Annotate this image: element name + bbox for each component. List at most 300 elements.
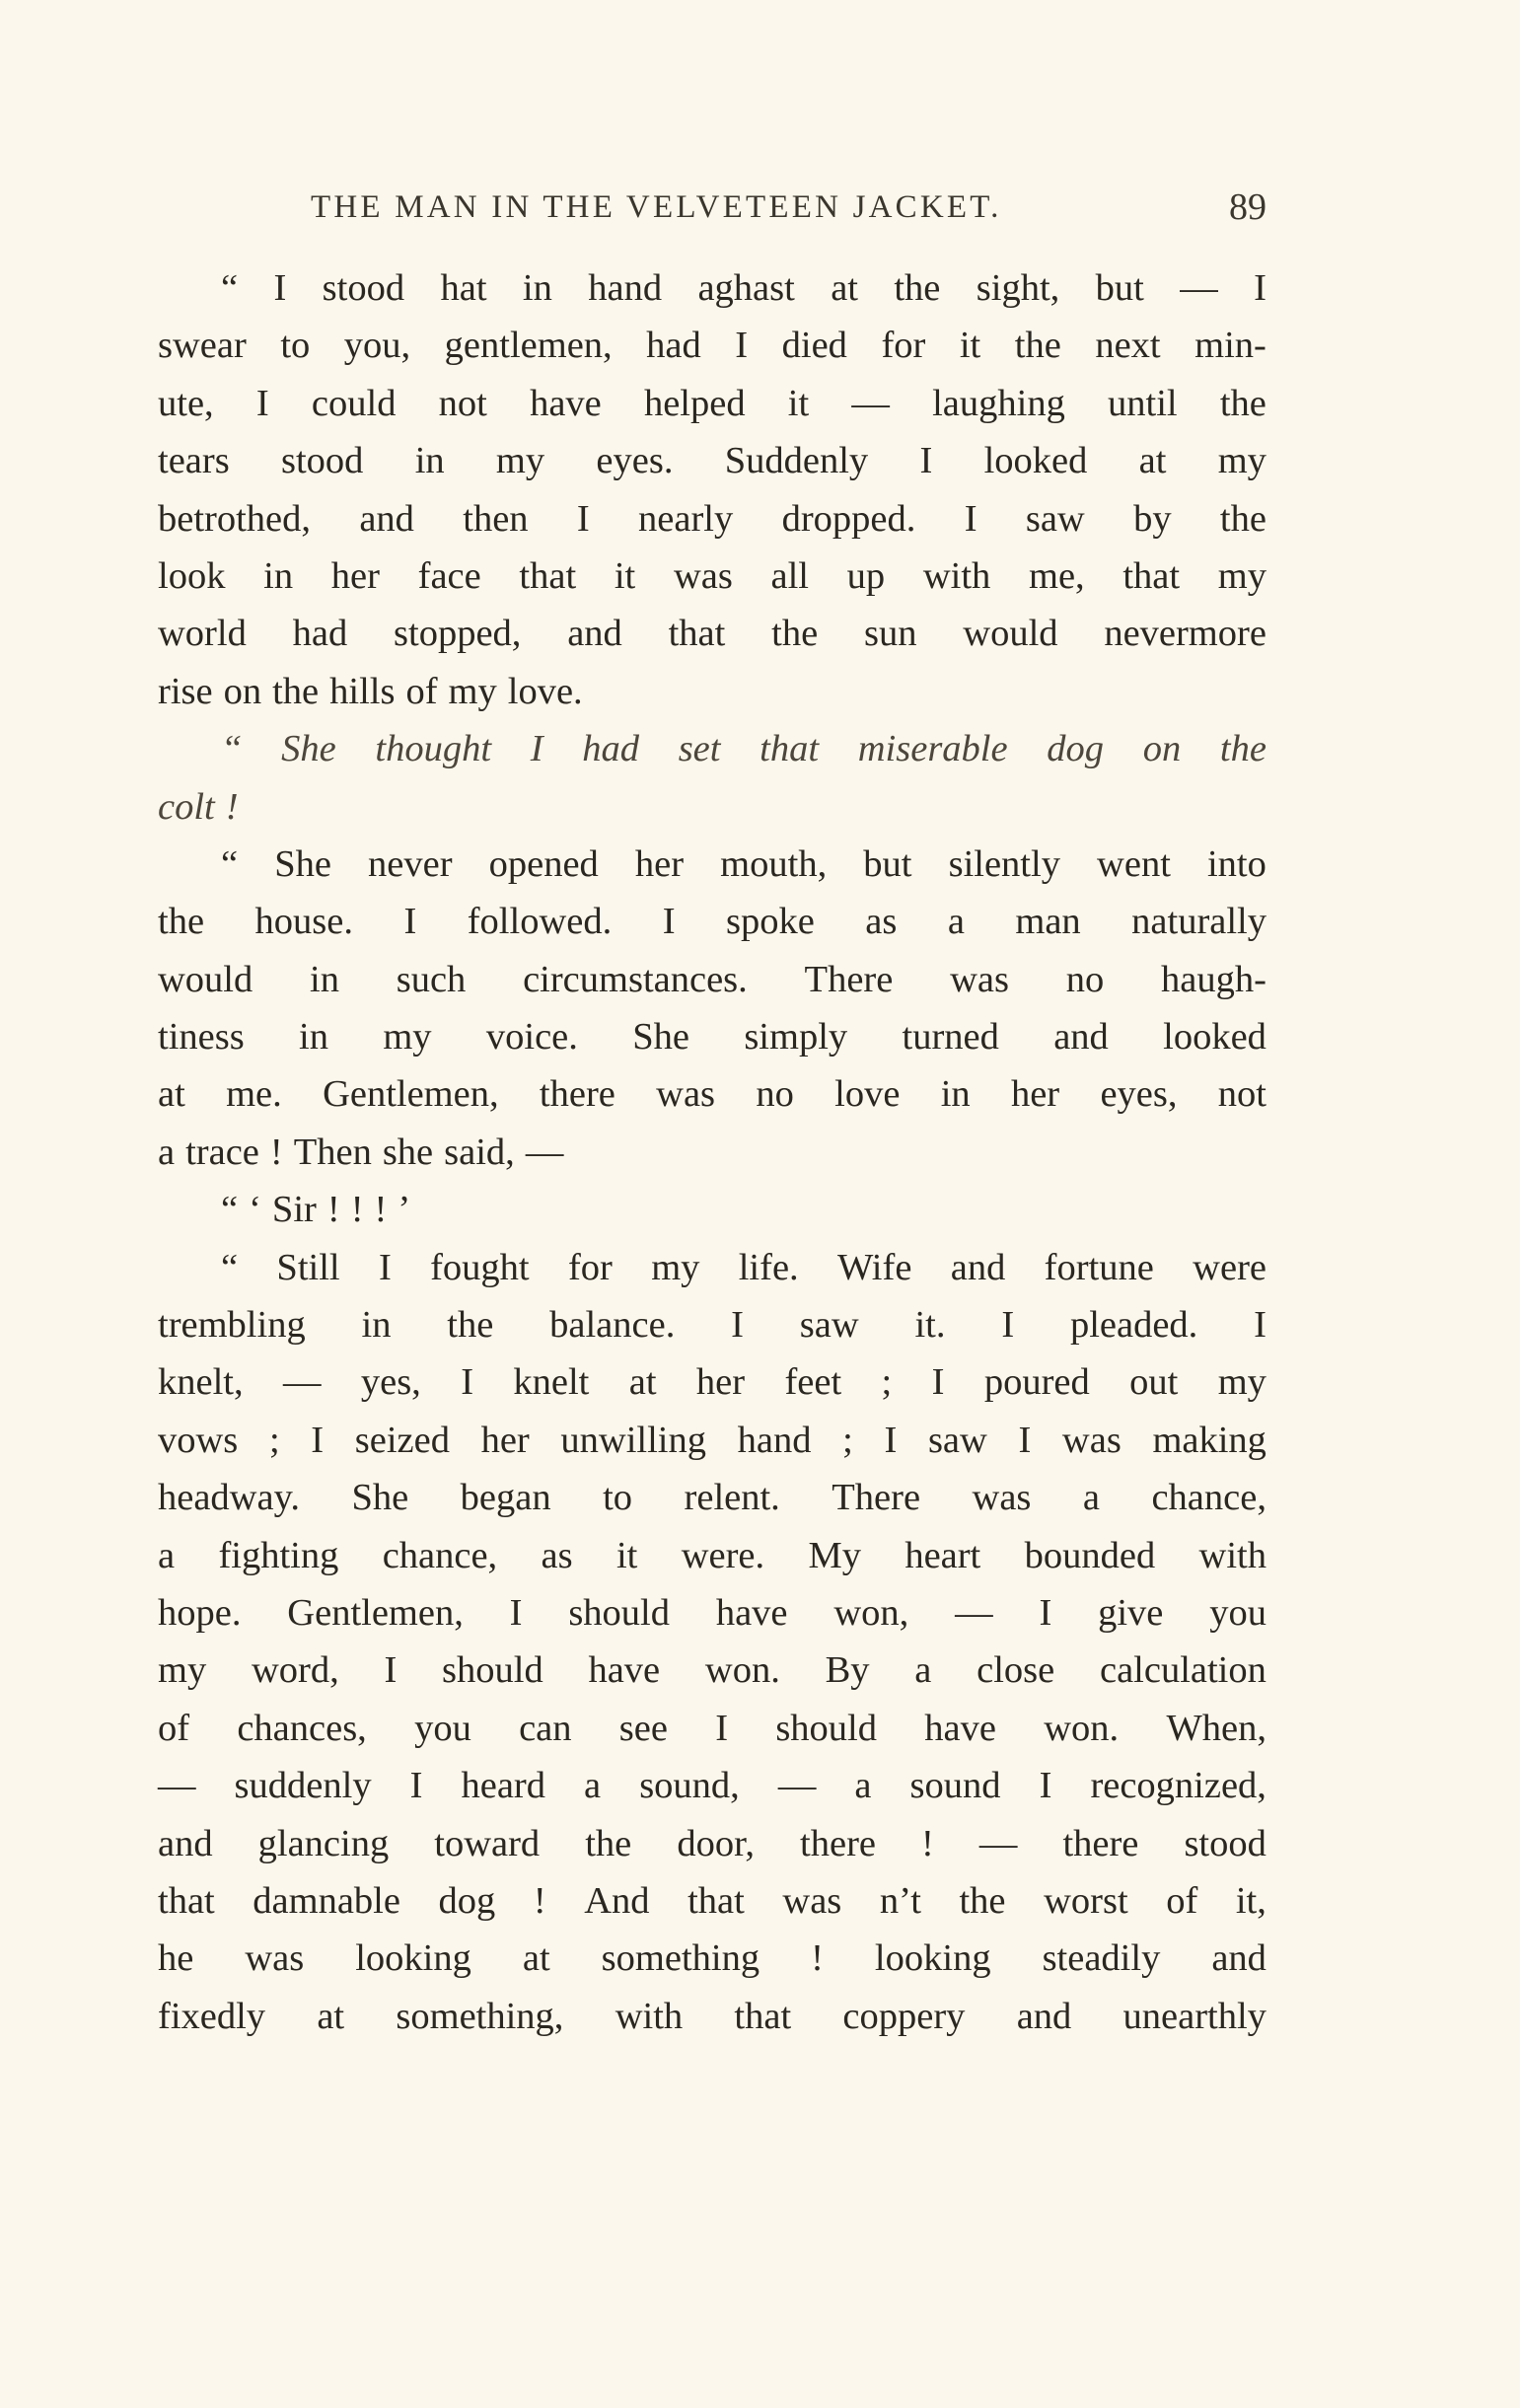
word: at xyxy=(522,1937,550,1980)
word: the xyxy=(585,1822,632,1864)
word: looked xyxy=(1163,1016,1267,1058)
word: saw xyxy=(927,1419,987,1461)
word: have xyxy=(588,1649,661,1692)
word: the xyxy=(272,670,320,712)
word: toward xyxy=(434,1822,541,1864)
word: I xyxy=(1254,267,1267,309)
text-line xyxy=(158,1527,1267,1584)
word: stopped, xyxy=(394,613,522,655)
text-line xyxy=(158,259,1267,317)
word: recognized, xyxy=(1090,1765,1267,1807)
word: said, xyxy=(444,1131,515,1173)
word: could xyxy=(311,382,397,424)
word: had xyxy=(292,613,348,655)
word: headway. xyxy=(158,1477,300,1519)
word: her xyxy=(330,554,380,597)
word: ! xyxy=(374,1189,388,1231)
word: naturally xyxy=(1131,901,1267,943)
word: not xyxy=(1217,1073,1267,1116)
word: at xyxy=(1138,440,1167,482)
word: I xyxy=(1254,1304,1267,1347)
word: — xyxy=(978,1822,1018,1864)
word: worst xyxy=(1044,1879,1128,1922)
word: ! xyxy=(326,1189,340,1231)
word: knelt xyxy=(513,1361,590,1404)
word: When, xyxy=(1166,1707,1267,1749)
word: my xyxy=(495,440,545,482)
word: I xyxy=(919,440,933,482)
word: world xyxy=(158,613,247,655)
word: life. xyxy=(738,1246,799,1288)
word: hills xyxy=(329,670,396,712)
word: can xyxy=(519,1707,572,1749)
word: began xyxy=(460,1477,551,1519)
word: Then xyxy=(293,1131,372,1173)
word: She xyxy=(281,728,336,770)
text-line xyxy=(158,1642,1267,1699)
word: dog xyxy=(1047,728,1105,770)
word: followed. xyxy=(467,901,613,943)
word: her xyxy=(1010,1073,1060,1116)
word: won. xyxy=(704,1649,780,1692)
word: next xyxy=(1095,325,1161,367)
word: out xyxy=(1129,1361,1179,1404)
word: with xyxy=(1198,1534,1267,1576)
word: trembling xyxy=(158,1304,306,1347)
word: tears xyxy=(158,440,230,482)
word: something xyxy=(601,1937,760,1980)
word: I xyxy=(403,901,417,943)
word: vows xyxy=(158,1419,239,1461)
word: you xyxy=(414,1707,471,1749)
text-line xyxy=(158,1353,1267,1411)
word: was xyxy=(245,1937,305,1980)
word: up xyxy=(846,554,886,597)
word: were xyxy=(1193,1246,1267,1288)
word: n’t xyxy=(879,1879,921,1922)
word: My xyxy=(808,1534,861,1576)
word: my xyxy=(651,1246,700,1288)
word: that xyxy=(688,1879,745,1922)
word: but xyxy=(1095,267,1144,309)
word: it xyxy=(787,382,810,424)
word: her xyxy=(634,842,685,885)
word: Gentlemen, xyxy=(287,1591,464,1634)
word: and xyxy=(950,1246,1006,1288)
word: face xyxy=(417,554,481,597)
word: that xyxy=(734,1995,792,2037)
word: saw xyxy=(799,1304,859,1347)
word: gentlemen, xyxy=(444,325,613,367)
word: nevermore xyxy=(1104,613,1267,655)
text-line xyxy=(158,547,1267,605)
word: love xyxy=(834,1073,901,1116)
word: stood xyxy=(1184,1822,1267,1864)
word: on xyxy=(223,670,262,712)
word: I xyxy=(509,1591,523,1634)
word: the xyxy=(1219,382,1267,424)
word: not xyxy=(438,382,487,424)
word: saw xyxy=(1025,497,1085,540)
word: was xyxy=(950,958,1009,1000)
word: helped xyxy=(643,382,746,424)
word: I xyxy=(931,1361,945,1404)
word: unearthly xyxy=(1122,1995,1267,2037)
word: won. xyxy=(1044,1707,1120,1749)
word: it. xyxy=(914,1304,946,1347)
word: to xyxy=(280,325,311,367)
word: that xyxy=(519,554,577,597)
running-head xyxy=(158,183,1267,231)
word: me. xyxy=(226,1073,282,1116)
word: love. xyxy=(507,670,583,712)
word: fortune xyxy=(1044,1246,1154,1288)
word: There xyxy=(804,958,894,1000)
word: I xyxy=(530,728,543,770)
word: house. xyxy=(254,901,353,943)
word: min- xyxy=(1194,325,1267,367)
word: never xyxy=(368,842,453,885)
word: unwilling xyxy=(560,1419,706,1461)
word: I xyxy=(311,1419,325,1461)
text-line xyxy=(158,1584,1267,1642)
text-line xyxy=(158,778,1267,836)
word: a xyxy=(584,1765,602,1807)
word: hat xyxy=(440,267,487,309)
word: looking xyxy=(355,1937,471,1980)
word: it xyxy=(959,325,981,367)
word: chance, xyxy=(382,1534,498,1576)
word: I xyxy=(384,1649,398,1692)
word: glancing xyxy=(257,1822,390,1864)
word: the xyxy=(1219,497,1267,540)
text-line xyxy=(158,1181,1267,1238)
word: but xyxy=(863,842,912,885)
word: ; xyxy=(268,1419,280,1461)
word: her xyxy=(480,1419,530,1461)
word: dog xyxy=(438,1879,496,1922)
word: spoke xyxy=(725,901,815,943)
word: Still xyxy=(276,1246,340,1288)
word: aghast xyxy=(697,267,795,309)
word: close xyxy=(977,1649,1055,1692)
word: ! xyxy=(811,1937,824,1980)
text-line xyxy=(158,663,1267,720)
text-line xyxy=(158,1239,1267,1296)
word: were. xyxy=(681,1534,765,1576)
word: ! xyxy=(921,1822,934,1864)
word: my xyxy=(1217,440,1267,482)
text-line xyxy=(158,1930,1267,1987)
word: — xyxy=(851,382,890,424)
word: with xyxy=(922,554,991,597)
word: she xyxy=(382,1131,434,1173)
word: the xyxy=(894,267,941,309)
word: a xyxy=(854,1765,872,1807)
word: no xyxy=(756,1073,794,1116)
text-line xyxy=(158,1700,1267,1757)
word: for xyxy=(567,1246,613,1288)
text-line xyxy=(158,893,1267,950)
word: to xyxy=(603,1477,633,1519)
word: by xyxy=(1133,497,1172,540)
word: the xyxy=(959,1879,1006,1922)
text-line xyxy=(158,1124,1267,1181)
word: my xyxy=(448,670,497,712)
word: hand xyxy=(737,1419,812,1461)
word: it, xyxy=(1235,1879,1267,1922)
page-number: 89 xyxy=(1229,186,1267,228)
word: man xyxy=(1015,901,1081,943)
word: that xyxy=(1122,554,1181,597)
text-line xyxy=(158,1469,1267,1526)
word: eyes, xyxy=(1100,1073,1178,1116)
word: I xyxy=(1001,1304,1015,1347)
word: And xyxy=(584,1879,650,1922)
word: I xyxy=(715,1707,729,1749)
word: ’ xyxy=(398,1189,411,1231)
word: I xyxy=(461,1361,474,1404)
word: sound xyxy=(909,1765,1001,1807)
word: — xyxy=(1180,267,1218,309)
word: I xyxy=(378,1246,392,1288)
word: colt xyxy=(158,785,215,828)
word: there xyxy=(539,1073,615,1116)
word: chances, xyxy=(237,1707,367,1749)
word: miserable xyxy=(857,728,1008,770)
word: — xyxy=(525,1131,564,1173)
word: I xyxy=(964,497,977,540)
word: at xyxy=(158,1073,185,1116)
text-line xyxy=(158,1296,1267,1353)
word: looking xyxy=(874,1937,991,1980)
word: of xyxy=(1166,1879,1198,1922)
word: ute, xyxy=(158,382,214,424)
word: heart xyxy=(905,1534,981,1576)
word: a xyxy=(158,1534,176,1576)
word: the xyxy=(1219,728,1267,770)
word: ‘ xyxy=(249,1189,261,1231)
word: of xyxy=(405,670,438,712)
text-line xyxy=(158,951,1267,1008)
word: I xyxy=(255,382,269,424)
word: sun xyxy=(863,613,917,655)
text-line xyxy=(158,720,1267,777)
text-line xyxy=(158,836,1267,893)
word: there xyxy=(1062,1822,1139,1864)
word: was xyxy=(673,554,733,597)
word: Gentlemen, xyxy=(323,1073,499,1116)
word: a xyxy=(158,1131,176,1173)
word: sight, xyxy=(976,267,1060,309)
word: you, xyxy=(343,325,411,367)
word: that xyxy=(158,1879,215,1922)
word: nearly xyxy=(638,497,734,540)
word: then xyxy=(463,497,529,540)
word: had xyxy=(646,325,701,367)
word: on xyxy=(1142,728,1182,770)
word: I xyxy=(1018,1419,1032,1461)
word: I xyxy=(273,267,287,309)
word: me, xyxy=(1029,554,1085,597)
text-line xyxy=(158,1988,1267,2045)
text-line xyxy=(158,1872,1267,1930)
text-line xyxy=(158,432,1267,489)
word: the xyxy=(771,613,819,655)
body-text xyxy=(158,259,1267,2045)
word: tiness xyxy=(158,1016,245,1058)
word: a xyxy=(914,1649,932,1692)
word: knelt, xyxy=(158,1361,244,1404)
word: Wife xyxy=(837,1246,912,1288)
word: door, xyxy=(677,1822,755,1864)
word: — xyxy=(282,1361,322,1404)
text-line xyxy=(158,1757,1267,1814)
word: my xyxy=(1217,1361,1267,1404)
word: trace xyxy=(185,1131,259,1173)
word: silently xyxy=(948,842,1060,885)
word: poured xyxy=(983,1361,1090,1404)
word: at xyxy=(317,1995,345,2037)
word: as xyxy=(865,901,898,943)
word: into xyxy=(1206,842,1267,885)
word: bounded xyxy=(1024,1534,1156,1576)
word: I xyxy=(735,325,749,367)
word: yes, xyxy=(360,1361,421,1404)
word: my xyxy=(1217,554,1267,597)
word: was xyxy=(1061,1419,1122,1461)
word: in xyxy=(940,1073,971,1116)
word: By xyxy=(825,1649,870,1692)
word: She xyxy=(274,842,331,885)
word: died xyxy=(781,325,847,367)
word: give xyxy=(1098,1591,1164,1634)
word: in xyxy=(414,440,445,482)
word: She xyxy=(351,1477,409,1519)
word: all xyxy=(770,554,809,597)
word: he xyxy=(158,1937,194,1980)
word: damnable xyxy=(253,1879,400,1922)
word: something, xyxy=(396,1995,564,2037)
word: was xyxy=(656,1073,716,1116)
running-title: THE MAN IN THE VELVETEEN JACKET. xyxy=(311,189,1002,225)
word: hope. xyxy=(158,1591,242,1634)
word: hand xyxy=(588,267,663,309)
word: voice. xyxy=(485,1016,578,1058)
word: the xyxy=(447,1304,494,1347)
word: ; xyxy=(881,1361,893,1404)
word: mouth, xyxy=(720,842,828,885)
word: looked xyxy=(983,440,1088,482)
word: at xyxy=(628,1361,657,1404)
word: calculation xyxy=(1099,1649,1267,1692)
word: eyes. xyxy=(596,440,674,482)
word: making xyxy=(1152,1419,1267,1461)
word: There xyxy=(832,1477,921,1519)
word: you xyxy=(1209,1591,1267,1634)
word: I xyxy=(731,1304,744,1347)
word: circumstances. xyxy=(523,958,748,1000)
word: I xyxy=(576,497,590,540)
word: thought xyxy=(375,728,492,770)
word: — xyxy=(955,1591,993,1634)
text-line xyxy=(158,1065,1267,1123)
word: feet xyxy=(784,1361,842,1404)
word: “ xyxy=(221,267,239,309)
word: stood xyxy=(322,267,405,309)
word: my xyxy=(383,1016,432,1058)
word: ! xyxy=(350,1189,364,1231)
word: until xyxy=(1108,382,1178,424)
word: sound, xyxy=(639,1765,740,1807)
word: in xyxy=(522,267,552,309)
word: steadily xyxy=(1042,1937,1161,1980)
word: haugh- xyxy=(1160,958,1267,1000)
word: her xyxy=(695,1361,746,1404)
word: a xyxy=(947,901,965,943)
word: in xyxy=(263,554,294,597)
word: fought xyxy=(430,1246,530,1288)
word: fixedly xyxy=(158,1995,266,2037)
word: and xyxy=(359,497,414,540)
word: ! xyxy=(269,1131,283,1173)
word: swear xyxy=(158,325,247,367)
word: had xyxy=(582,728,639,770)
word: went xyxy=(1097,842,1171,885)
word: rise xyxy=(158,670,213,712)
word: “ xyxy=(221,1189,239,1231)
word: my xyxy=(158,1649,207,1692)
text-line xyxy=(158,1008,1267,1065)
word: should xyxy=(775,1707,878,1749)
word: Sir xyxy=(271,1189,317,1231)
word: laughing xyxy=(932,382,1065,424)
word: stood xyxy=(280,440,364,482)
word: She xyxy=(632,1016,689,1058)
word: as xyxy=(541,1534,573,1576)
word: dropped. xyxy=(781,497,916,540)
word: Suddenly xyxy=(724,440,869,482)
text-line xyxy=(158,375,1267,432)
word: I xyxy=(662,901,676,943)
word: that xyxy=(760,728,820,770)
word: chance, xyxy=(1151,1477,1267,1519)
word: the xyxy=(1014,325,1061,367)
word: relent. xyxy=(684,1477,780,1519)
word: simply xyxy=(744,1016,848,1058)
word: seized xyxy=(354,1419,450,1461)
word: coppery xyxy=(842,1995,966,2037)
word: and xyxy=(1053,1016,1109,1058)
word: turned xyxy=(902,1016,999,1058)
word: “ xyxy=(221,1246,239,1288)
word: at xyxy=(831,267,858,309)
word: I xyxy=(1039,1591,1052,1634)
word: I xyxy=(884,1419,898,1461)
word: suddenly xyxy=(234,1765,372,1807)
text-line xyxy=(158,1412,1267,1469)
word: set xyxy=(678,728,721,770)
word: see xyxy=(618,1707,668,1749)
word: have xyxy=(530,382,602,424)
word: a xyxy=(1082,1477,1100,1519)
word: fighting xyxy=(218,1534,339,1576)
word: opened xyxy=(488,842,599,885)
word: would xyxy=(158,958,253,1000)
word: in xyxy=(361,1304,392,1347)
word: in xyxy=(310,958,339,1000)
word: no xyxy=(1065,958,1105,1000)
